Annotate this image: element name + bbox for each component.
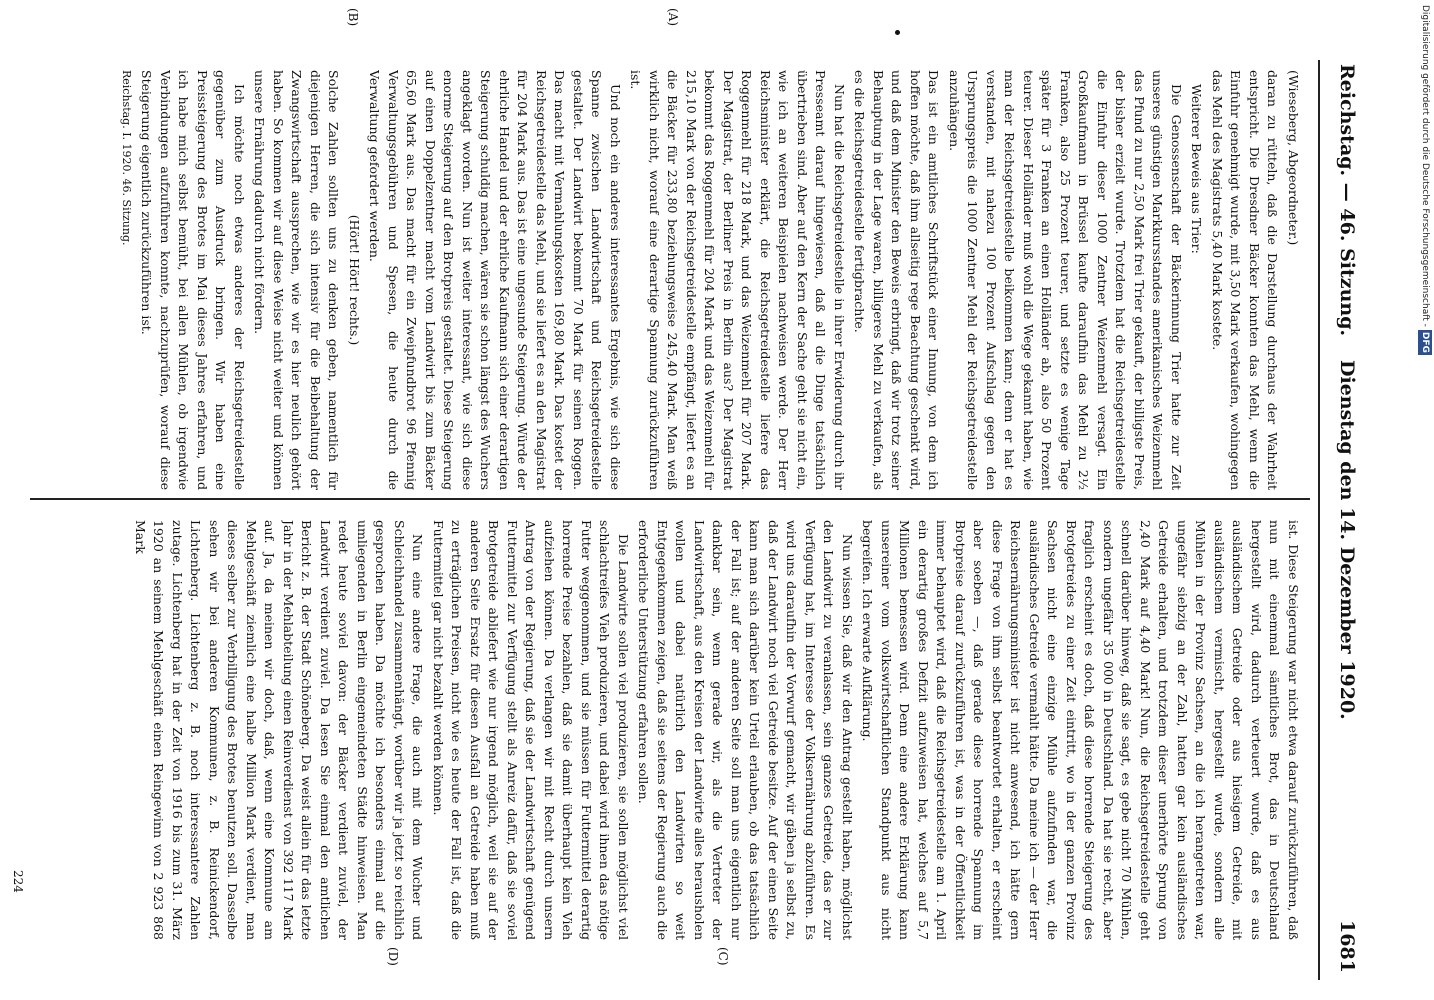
column-divider	[30, 498, 1310, 500]
margin-marker-b: (B)	[346, 8, 360, 27]
interjection: (Hört! Hört! rechts.)	[347, 214, 362, 346]
page-footer: Reichstag. I. 1920. 46. Sitzung.	[120, 70, 133, 246]
credit-text: Digitalisierung gefördert durch die Deutsche Forschungsgemeinschaft -	[1420, 5, 1430, 327]
paragraph: Das ist ein amtliches Schriftstück einer Innung, von dem ich hoffen möchte, daß ihm allseitig rege Beachtung geschenkt wird, und daß dem Minister den Beweis erbringt, daß wir trotz seiner Behauptung in der Lage waren, billigeres Mehl zu verkaufen, als es die Reichsgetreidestelle fertigbrachte.	[852, 70, 942, 490]
margin-marker-d: (D)	[386, 947, 400, 966]
dfg-logo: DFG	[1420, 331, 1430, 353]
page-number: 1681	[1336, 920, 1358, 973]
paragraph: Weiterer Beweis aus Trier:	[1189, 84, 1205, 254]
paragraph: Solche Zahlen sollten uns zu denken geben, namentlich für diejenigen Herren, die sich intensiv für die Beibehaltung der Zwangswirtschaft aussprechen, wie wir es hier neulich gehört haben. So kommen wir auf diese Weise nicht weiter und können unsere Ernährung dadurch nicht fördern.	[252, 70, 342, 490]
page-header	[1310, 0, 1380, 1000]
margin-dot	[895, 30, 900, 35]
margin-marker-a: (A)	[666, 8, 680, 27]
paragraph: Nun hat die Reichsgetreidestelle in ihrer Erwiderung durch ihr Presseamt darauf hingewiesen, daß all die Dinge tatsächlich übertrieben sind. Aber auf den Kern der Sache geht sie nicht ein, wie ich an weiteren Beispielen nachweisen werde. Der Herr Reichsminister erklärt, die Reichsgetreidestelle liefere das Roggenmehl für 218 Mark, und das Weizenmehl für 207 Mark. Der Magistrat, der Berliner Preis in Berlin aus? Der Magistrat bekommt das Roggenmehl für 204 Mark und das Weizenmehl für 215,10 Mark von der Reichsgetreidestelle empfängt, liefert es an die Bäcker für 233,80 beziehungsweise 245,40 Mark. Man weiß wirklich nicht, worauf eine derartige Spannung zurückzuführen ist.	[628, 70, 847, 490]
paragraph: Ich möchte noch etwas anderes der Reichsgetreidestelle gegenüber zum Ausdruck bringen. Wir haben eine Preissteigerung des Brotes im Mai dieses Jahres erfahren, und ich habe mich selbst bemüht, bei allen Mühlen, ob irgendwie Verbindungen aufzuführen konnte, nachzuprüfen, worauf diese Steigerung eigentlich zurückzuführen ist.	[139, 70, 247, 490]
paragraph: daran zu rütteln, daß die Darstellung durchaus der Wahrheit entspricht. Die Dresdner Bäcker konnten das Mehl, wenn die Einfuhr genehmigt wurde, mit 3,50 Mark verkaufen, wohingegen das Mehl des Magistrats 5,40 Mark kostete.	[1210, 70, 1281, 490]
paragraph: ist. Diese Steigerung war nicht etwa darauf zurückzuführen, daß nun mit einemmal sämtliches Brot, das in Deutschland hergestellt wird, dadurch verteuert wurde, daß es aus ausländischem Getreide oder aus hiesigem Getreide, mit ausländischem vermischt, hergestellt wurde, sondern alle Mühlen in der Provinz Sachsen, an die ich herangetreten war, ungefähr siebzig an der Zahl, hatten gar kein ausländisches Getreide erhalten, und trotzdem dieser unerhörte Sprung von 2,40 Mark auf 4,40 Mark! Nun, die Reichsgetreidestelle geht schnell darüber hinweg, daß sie sagt, es gebe nicht 70 Mühlen, sondern ungefähr 35 000 in Deutschland. Da hat sie recht, aber fraglich erscheint es doch, daß diese horrende Steigerung des Brotgetreides zu einer Zeit eintritt, wo in der ganzen Provinz Sachsen nicht eine einzige Mühle aufzufinden war, die ausländisches Getreide vermahlt hätte. Da meine ich — der Herr Reichsernährungsminister ist nicht anwesend, ich hätte gern diese Frage von ihm selbst beantwortet erhalten, er erscheint aber soeben —, daß gerade diese horrende Spannung im Brotpreise darauf zurückzuführen ist, was in der Öffentlichkeit immer behauptet wird, daß die Reichsgetreidestelle am 1. April ein derartig großes Defizit aufzuweisen hat, welches auf 5,7 Millionen bemessen wird. Denn eine andere Erklärung kann unsereiner vom volkswirtschaftlichen Standpunkt aus nicht begreifen. Ich erwarte Aufklärung.	[860, 520, 1301, 940]
header-date: Dienstag den 14. Dezember 1920.	[1336, 360, 1358, 720]
paragraph: Die Landwirte sollen viel produzieren, sie sollen möglichst viel schlachtreifes Vieh produzieren, und dabei wird ihnen das nötige Futter weggenommen, und sie müssen für Futtermittel derartig horrende Preise bezahlen, daß sie damit überhaupt kein Vieh aufziehen können. Da verlangen wir mit Recht durch unsern Antrag von der Regierung, daß sie der Landwirtschaft genügend Futtermittel zur Verfügung stellt als Anreiz dafür, daß sie soviel Brotgetreide abliefert wie nur irgend möglich, weil sie auf der anderen Seite Ersatz für diesen Ausfall an Getreide haben muß zu erträglichen Preisen, nicht wie es heute der Fall ist, daß die Futtermittel gar nicht bezahlt werden können.	[431, 520, 631, 940]
paragraph: Nun eine andere Frage, die auch mit dem Wucher und Schleichhandel zusammenhängt, worüber wir ja jetzt so reichlich gesprochen haben. Da möchte ich besonders einmal auf die umliegenden in Berlin eingemeindeten Städte hinweisen. Man redet heute soviel davon: der Bäcker verdient zuviel, der Landwirt verdient zuviel. Da lesen Sie einmal den amtlichen Bericht z. B. der Stadt Schöneberg. Da weist allein für das letzte Jahr in der Mehlabteilung einen Reinverdienst von 392 117 Mark auf. Ja, da meinen wir doch, daß, wenn eine Kommune am Mehlgeschäft ziemlich eine halbe Million Mark verdient, man dieses selber zur Verbilligung des Brotes benutzen soll. Dasselbe sehen wir bei anderen Kommunen, z. B. Reinickendorf, Lichtenberg. Lichtenberg z. B. noch interessantere Zahlen zutage. Lichtenberg hat in der Zeit von 1916 bis zum 31. März 1920 an seinem Mehlgeschäft einen Reingewinn von 2 923 868 Mark	[133, 520, 426, 940]
quoted-paragraph: Die Genossenschaft der Bäckerinnung Trier hatte zur Zeit unseres günstigen Markkursstandes amerikanisches Weizenmehl das Pfund zu nur 2,50 Mark frei Trier gekauft, der billigste Preis, der bisher erzielt wurde. Trotzdem hat die Reichsgetreidestelle die Einfuhr dieser 1000 Zentner Weizenmehl versagt. Ein Großkaufmann in Brüssel kaufte daraufhin das Mehl zu 2½ Franken, also 25 Prozent teurer, und setzte es wenige Tage später für 3 Franken an einen Holländer ab, also 50 Prozent teurer. Dieser Holländer muß wohl die Wege gekannt haben, wie man der Reichsgetreidestelle beikommen kann; denn er hat es verstanden, mit nahezu 100 Prozent Aufschlag gegen den Ursprungspreis die 1000 Zentner Mehl der Reichsgetreidestelle anzuhängen.	[947, 70, 1184, 490]
header-rule	[1318, 60, 1320, 980]
signature-number: 224	[11, 870, 25, 893]
header-session: Reichstag. — 46. Sitzung.	[1336, 64, 1358, 337]
right-column	[12, 520, 1302, 940]
paragraph: Nun wissen Sie, daß wir den Antrag gestellt haben, möglichst den Landwirt zu veranlassen, sein ganzes Getreide, das er zur Verfügung hat, im Interesse der Volksernährung abzuführen. Es wird uns daraufhin der Vorwurf gemacht, wir gäben ja selbst zu, daß der Landwirt noch viel Getreide besitze. Auf der einen Seite kann man sich darüber kein Urteil erlauben, ob das tatsächlich der Fall ist; auf der anderen Seite soll man uns eigentlich nur dankbar sein, wenn gerade wir, als die Vertreter der Landwirtschaft, aus den Kreisen der Landwirte alles herausholen wollen und dabei natürlich den Landwirten so weit Entgegenkommen zeigen, daß sie seitens der Regierung auch die erforderliche Unterstützung erfahren sollen.	[636, 520, 855, 940]
speaker-label: (Wieseberg, Abgeordneter.)	[1286, 70, 1301, 246]
left-column	[12, 70, 1302, 490]
digitization-credit	[1418, 5, 1432, 995]
paragraph: Und noch ein anderes interessantes Ergebnis, wie sich diese Spanne zwischen Landwirtschaft und Reichsgetreidestelle gestaltet. Der Landwirt bekommt 70 Mark für seinen Roggen. Das macht mit Vermahlungskosten 169,80 Mark. Das kostet der Reichsgetreidestelle das Mehl, und sie liefert es an den Magistrat für 204 Mark aus. Das ist eine ungesunde Steigerung. Würde der ehrliche Handel und der ehrliche Kaufmann sich einer derartigen Steigerung schuldig machen, wären sie schon längst des Wuchers angeklagt worden. Nun ist weiter interessant, wie sich diese enorme Steigerung auf den Brotpreis gestaltet. Diese Steigerung auf einen Doppelzentner macht vom Landwirt bis zum Bäcker 65,60 Mark aus. Das macht für ein Zweipfundbrot 96 Pfennig Verwaltungsgebühren und Spesen, die heute durch die Verwaltung gefordert werden.	[367, 70, 623, 490]
margin-marker-c: (C)	[716, 947, 730, 966]
